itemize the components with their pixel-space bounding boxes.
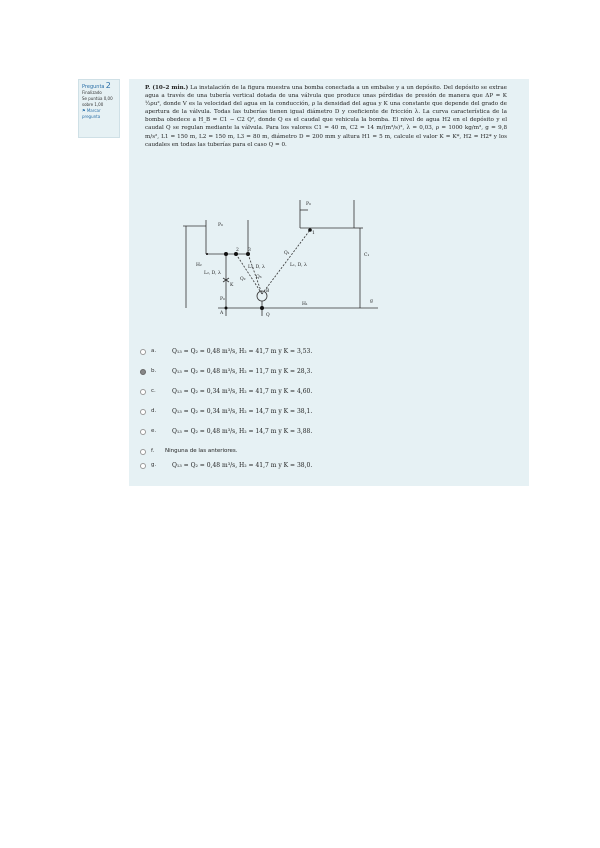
radio-a[interactable] bbox=[140, 349, 146, 355]
problem-statement bbox=[145, 84, 507, 149]
answer-option-c[interactable] bbox=[140, 386, 500, 406]
pipe-l2 bbox=[236, 254, 262, 294]
radio-b-selected[interactable] bbox=[140, 369, 146, 375]
label-3: 3 bbox=[248, 248, 251, 253]
answer-letter: c. bbox=[151, 388, 156, 394]
answer-letter: b. bbox=[151, 368, 157, 374]
label-a: A bbox=[220, 311, 224, 316]
question-label: Pregunta bbox=[82, 84, 105, 90]
answer-option-d[interactable] bbox=[140, 406, 500, 426]
radio-e[interactable] bbox=[140, 429, 146, 435]
answer-text: Q₁₃ = Q₂ = 0,48 m³/s, H₂ = 41,7 m y K = 38,0. bbox=[172, 462, 313, 469]
label-2: 2 bbox=[236, 248, 239, 253]
label-c1: C₁ bbox=[364, 253, 370, 258]
answer-options bbox=[140, 346, 500, 480]
answer-option-f[interactable] bbox=[140, 446, 500, 460]
flag-question-link[interactable]: ⚑ Marcar pregunta bbox=[82, 108, 101, 119]
node-q bbox=[260, 306, 264, 310]
label-q: Q bbox=[266, 313, 270, 318]
node-a-top bbox=[224, 252, 228, 256]
answer-letter: f. bbox=[151, 448, 155, 454]
label-k: K bbox=[230, 283, 234, 288]
answer-letter: g. bbox=[151, 462, 157, 468]
pump-installation-figure bbox=[178, 196, 398, 324]
label-l2: L₂, D, λ bbox=[204, 271, 221, 276]
radio-c[interactable] bbox=[140, 389, 146, 395]
answer-text: Q₁₃ = Q₂ = 0,34 m³/s, H₂ = 41,7 m y K = 4,60. bbox=[172, 388, 313, 395]
radio-d[interactable] bbox=[140, 409, 146, 415]
label-b: B bbox=[266, 289, 270, 294]
question-info-box bbox=[78, 79, 120, 138]
question-number: 2 bbox=[105, 81, 111, 90]
radio-g[interactable] bbox=[140, 463, 146, 469]
figure-svg bbox=[178, 196, 398, 324]
answer-text: Q₁₃ = Q₂ = 0,48 m³/s, H₂ = 14,7 m y K = 3,88. bbox=[172, 428, 313, 435]
question-score: Se puntúa 0,00 sobre 1,00 bbox=[82, 96, 113, 107]
label-p0-right: P₀ bbox=[306, 202, 311, 207]
label-q1: Q₁ bbox=[284, 251, 290, 256]
problem-text: La instalación de la figura muestra una bomba conectada a un embalse y a un depósito. Del depósito se extrae agua a través de una tubería vertical dotada de una válvula que produce unas pérdidas de presión de manera que ΔP = K ½ρu², donde V es la velocidad del agua en la conducción, ρ la densidad del agua y K una constante que depende del grado de apertura de la válvula. Todas las tuberías tienen igual diámetro D y coeficiente de fricción λ. La curva característica de la bomba obedece a H_B = C1 − C2 Q², donde Q es el caudal que vehicula la bomba. El nivel de agua H2 en el depósito y el caudal Q se regulan mediante la válvula. Para los valores C1 = 40 m, C2 = 14 m/(m³/s)², λ = 0,03, ρ = 1000 kg/m³, g = 9,8 m/s², L1 = 150 m, L2 = 150 m, L3 = 80 m, diámetro D = 200 mm y altura H1 = 5 m, calcule el valor K = K*, H2 = H2* y los caudales en todas las tuberías para el caso Q = 0. bbox=[145, 85, 507, 148]
answer-text: Q₁₃ = Q₂ = 0,48 m³/s, H₂ = 41,7 m y K = 3,53. bbox=[172, 348, 313, 355]
answer-text: Ninguna de las anteriores. bbox=[165, 448, 238, 454]
radio-f[interactable] bbox=[140, 449, 146, 455]
label-p0-left: P₀ bbox=[218, 223, 223, 228]
pipe-l1 bbox=[262, 230, 310, 294]
answer-option-g[interactable] bbox=[140, 460, 500, 480]
answer-letter: d. bbox=[151, 408, 157, 414]
label-l3: L₃, D, λ bbox=[248, 265, 265, 270]
answer-letter: a. bbox=[151, 348, 157, 354]
label-h2: H₂ bbox=[196, 263, 202, 268]
label-1: 1 bbox=[312, 231, 315, 236]
flag-label: Marcar pregunta bbox=[82, 108, 101, 119]
answer-option-e[interactable] bbox=[140, 426, 500, 446]
pipe-l3 bbox=[248, 254, 262, 294]
label-q2: Q₂ bbox=[240, 277, 246, 282]
label-g: g bbox=[370, 299, 373, 304]
node-a bbox=[225, 307, 228, 310]
label-l1: L₁, D, λ bbox=[290, 263, 307, 268]
label-h1: H₁ bbox=[302, 302, 308, 307]
label-q3: Q₃ bbox=[256, 275, 262, 280]
label-pa: P₀ bbox=[220, 297, 225, 302]
answer-text: Q₁₃ = Q₂ = 0,48 m³/s, H₂ = 11,7 m y K = 28,3. bbox=[172, 368, 313, 375]
answer-text: Q₁₃ = Q₂ = 0,34 m³/s, H₂ = 14,7 m y K = 38,1. bbox=[172, 408, 313, 415]
question-status: Finalizado bbox=[82, 90, 102, 95]
answer-letter: e. bbox=[151, 428, 157, 434]
answer-option-a[interactable] bbox=[140, 346, 500, 366]
answer-option-b[interactable] bbox=[140, 366, 500, 386]
problem-heading: P. (10–2 min.) bbox=[145, 85, 189, 91]
